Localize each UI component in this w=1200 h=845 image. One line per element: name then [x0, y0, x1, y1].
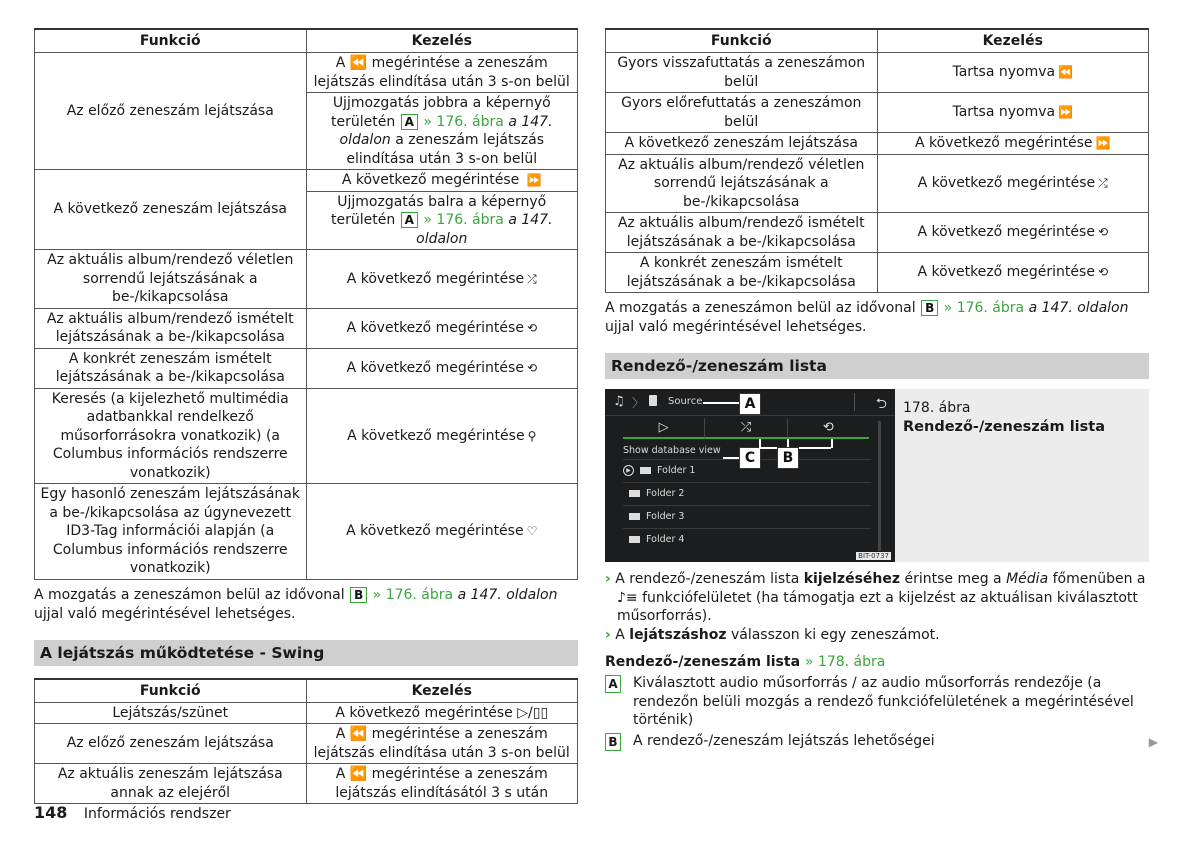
rewind-icon: ⏪: [1058, 65, 1074, 80]
control-text: A következő megérintése: [335, 704, 513, 721]
function-table-main: [34, 28, 578, 580]
page-reference: a 147. oldalon: [457, 586, 558, 603]
table-row: [606, 53, 1149, 93]
function-table-swing: [34, 678, 578, 805]
divider: [854, 393, 855, 411]
control-text: Ujjmozgatás jobbra a képernyő területén: [330, 95, 551, 130]
legend-item-a: [605, 674, 1149, 730]
table-row: [35, 388, 578, 484]
figure-178: [605, 389, 1149, 562]
table-row: [35, 484, 578, 580]
timeline-note: [605, 299, 1149, 337]
table-header-control: Kezelés: [877, 29, 1149, 53]
table-row: [35, 764, 578, 804]
control-text: Ujjmozgatás balra a képernyő területén: [330, 193, 547, 228]
table-cell-control: [306, 484, 578, 580]
bullet-arrow-icon: ›: [605, 571, 611, 587]
control-text: A következő megérintése: [917, 224, 1095, 241]
page-reference: a 147. oldalon: [339, 113, 553, 148]
repeat-icon[interactable]: ⟲: [788, 418, 869, 439]
page-number: 148: [34, 803, 68, 822]
table-cell-control: [306, 250, 578, 309]
callout-b: B: [777, 447, 799, 469]
page-reference: a 147. oldalon: [1028, 300, 1129, 316]
repeat-one-icon: ⟲: [1097, 265, 1109, 280]
note-text: A mozgatás a zeneszámon belül az idővonal: [605, 300, 916, 316]
note-text: ujjal való megérintésével lehetséges.: [34, 605, 296, 622]
table-row: [35, 53, 578, 93]
callout-a: A: [739, 393, 761, 415]
table-header-function: Funkció: [606, 29, 878, 53]
list-item[interactable]: [623, 482, 871, 505]
fast-forward-icon: ⏩: [526, 173, 542, 187]
control-text: A következő megérintése: [917, 264, 1095, 281]
control-text: megérintése a zeneszám lejátszás elindításától 3 s után: [335, 766, 549, 801]
legend-key: B: [605, 733, 621, 751]
control-text: megérintése a zeneszám lejátszás elindítása után 3 s-on belül: [313, 55, 570, 90]
table-cell-function: Keresés (a kijelezhető multimédia adatbankkal rendelkező műsorforrásokra vonatkozik) (a Columbus információs rendszerre vonatkozik): [35, 388, 307, 484]
timeline-note: [34, 586, 578, 624]
music-note-icon: ♫: [613, 394, 625, 409]
figure-code: BIT-0737: [858, 552, 889, 560]
menu-name: Média: [1006, 571, 1049, 587]
table-header-control: Kezelés: [306, 679, 578, 703]
table-row: [606, 213, 1149, 253]
control-text: megérintése a zeneszám lejátszás elindítása után 3 s-on belül: [313, 726, 570, 761]
list-item[interactable]: [623, 505, 871, 528]
shuffle-icon: ⤮: [527, 271, 537, 286]
figure-label-box: B: [350, 587, 367, 603]
shuffle-icon: ⤮: [1098, 176, 1108, 190]
instruction-text: főmenüben a ♪≡ funkciófelületet (ha támogatja ezt a kijelzést az aktuálisan kiválasztott műsorforrás).: [617, 571, 1146, 624]
legend-heading: [605, 654, 1149, 670]
table-row: [35, 250, 578, 309]
callout-line: [831, 439, 833, 448]
infotainment-screen: [605, 389, 895, 562]
folder-icon: [640, 467, 651, 474]
table-header-function: Funkció: [35, 29, 307, 53]
table-cell-control: [306, 93, 578, 170]
figure-caption: [895, 389, 1105, 562]
callout-c: C: [739, 447, 761, 469]
control-text: Tartsa nyomva: [952, 64, 1056, 81]
rewind-icon: A ⏪: [335, 726, 368, 742]
right-column: [605, 28, 1149, 753]
table-row: [606, 154, 1149, 213]
callout-line: [759, 439, 761, 448]
figure-reference-link[interactable]: » 176. ábra: [423, 113, 504, 130]
table-row: [606, 93, 1149, 133]
table-cell-function: A konkrét zeneszám ismételt lejátszásának a be-/kikapcsolása: [606, 253, 878, 293]
folder-name: Folder 4: [646, 534, 685, 545]
page-reference: a 147. oldalon: [416, 212, 553, 247]
table-cell-function: Lejátszás/szünet: [35, 702, 307, 724]
fast-forward-icon: ⏩: [1058, 105, 1074, 120]
table-cell-function: Az aktuális album/rendező ismételt lejátszásának a be-/kikapcsolása: [606, 213, 878, 253]
table-row: [35, 308, 578, 348]
table-row: [606, 133, 1149, 155]
table-cell-function: Az aktuális album/rendező ismételt lejátszásának a be-/kikapcsolása: [35, 308, 307, 348]
folder-icon: [629, 536, 640, 543]
table-row: [35, 170, 578, 192]
section-name: Információs rendszer: [83, 806, 231, 822]
table-cell-function: Gyors előrefuttatás a zeneszámon belül: [606, 93, 878, 133]
repeat-one-icon: ⟲: [526, 360, 538, 375]
folder-name: Folder 1: [657, 465, 696, 476]
figure-number: 178. ábra: [903, 400, 971, 416]
left-column: [34, 28, 578, 804]
table-cell-function: Az előző zeneszám lejátszása: [35, 53, 307, 170]
note-text: A mozgatás a zeneszámon belül az idővonal: [34, 586, 345, 603]
legend-text: Kiválasztott audio műsorforrás / az audio műsorforrás rendezője (a rendezőn belüli mozgás a rendező funkciófelületének a megérintésével történik): [633, 675, 1134, 728]
table-cell-control: [877, 154, 1149, 213]
fast-forward-icon: ⏩: [1095, 136, 1111, 150]
control-text: A következő megérintése: [346, 359, 524, 376]
folder-name: Folder 2: [646, 488, 685, 499]
table-cell-control: [306, 191, 578, 250]
table-cell-control: [306, 308, 578, 348]
repeat-icon: ⟲: [526, 320, 538, 335]
figure-reference-link[interactable]: » 176. ábra: [943, 300, 1025, 316]
function-table-right: [605, 28, 1149, 293]
note-text: ujjal való megérintésével lehetséges.: [605, 319, 867, 335]
table-cell-function: Az aktuális album/rendező véletlen sorrendű lejátszásának a be-/kikapcsolása: [606, 154, 878, 213]
list-item[interactable]: [623, 528, 871, 551]
show-database-view[interactable]: Show database view: [623, 445, 721, 456]
callout-line: [703, 402, 739, 404]
source-label[interactable]: Source: [668, 396, 703, 407]
play-icon[interactable]: ▷: [623, 418, 705, 439]
continue-arrow-icon: ▶: [1148, 735, 1158, 749]
table-cell-control: [306, 764, 578, 804]
folder-icon: [629, 513, 640, 520]
legend-item-b: [605, 732, 1149, 751]
instruction-item: [605, 570, 1149, 626]
instruction-text: érintse meg a: [904, 571, 1002, 587]
table-cell-control: A ⏪ megérintése a zeneszám lejátszás elindítása után 3 s-on belül: [306, 53, 578, 93]
sd-card-icon: [649, 395, 657, 406]
table-cell-function: A következő zeneszám lejátszása: [35, 170, 307, 250]
table-cell-control: [877, 213, 1149, 253]
control-text: A következő megérintése: [917, 175, 1096, 191]
bullet-arrow-icon: ›: [605, 626, 611, 643]
figure-label-box: B: [921, 300, 938, 316]
figure-label-box: A: [401, 212, 418, 228]
table-cell-control: [877, 93, 1149, 133]
table-cell-function: Egy hasonló zeneszám lejátszásának a be-/kikapcsolása az úgynevezett ID3-Tag információi alapján (a Columbus információs rendszerre vonatkozik): [35, 484, 307, 580]
control-text: A következő megérintése: [346, 523, 524, 539]
control-text: A következő megérintése: [915, 135, 1093, 151]
legend-title: Rendező-/zeneszám lista: [605, 654, 801, 670]
scrollbar[interactable]: [878, 421, 881, 551]
table-row: [35, 724, 578, 764]
back-icon[interactable]: ⮌: [875, 396, 887, 412]
table-cell-control: [306, 702, 578, 724]
folder-icon: [629, 490, 640, 497]
page-footer: [34, 803, 231, 822]
control-text: A következő megérintése: [346, 270, 525, 287]
figure-reference-link[interactable]: » 176. ábra: [372, 586, 454, 603]
table-cell-control: [877, 133, 1149, 155]
instruction-text: A: [615, 626, 625, 643]
folder-name: Folder 3: [646, 511, 685, 522]
figure-reference-link[interactable]: » 178. ábra: [804, 654, 886, 670]
table-row: [35, 702, 578, 724]
table-cell-function: Az előző zeneszám lejátszása: [35, 724, 307, 764]
search-icon: ⚲: [527, 428, 537, 443]
figure-title: Rendező-/zeneszám lista: [903, 419, 1105, 435]
playback-options: [623, 418, 869, 439]
legend-text: A rendező-/zeneszám lejátszás lehetőségei: [633, 732, 935, 749]
control-text: Tartsa nyomva: [952, 104, 1056, 121]
section-heading-swing: A lejátszás működtetése - Swing: [34, 640, 578, 666]
instruction-text: válasszon ki egy zeneszámot.: [730, 626, 940, 643]
table-cell-function: Az aktuális zeneszám lejátszása annak az elejéről: [35, 764, 307, 804]
instruction-text: A rendező-/zeneszám lista: [615, 571, 800, 587]
rewind-icon: A ⏪: [335, 766, 368, 782]
control-text: A következő megérintése: [347, 427, 525, 444]
table-header-function: Funkció: [35, 679, 307, 703]
legend-key: A: [605, 675, 621, 693]
table-cell-function: Az aktuális album/rendező véletlen sorrendű lejátszásának a be-/kikapcsolása: [35, 250, 307, 309]
instruction-keyword: lejátszáshoz: [629, 626, 727, 643]
table-header-control: Kezelés: [306, 29, 578, 53]
table-cell-control: [306, 348, 578, 388]
instruction-keyword: kijelzéséhez: [803, 571, 901, 587]
table-row: [35, 348, 578, 388]
table-cell-function: A következő zeneszám lejátszása: [606, 133, 878, 155]
control-text: a zeneszám lejátszás elindítása után 3 s-on belül: [346, 132, 544, 167]
figure-reference-link[interactable]: » 176. ábra: [423, 212, 504, 228]
now-playing-icon: ▶: [623, 465, 634, 476]
section-heading-list: Rendező-/zeneszám lista: [605, 353, 1149, 379]
control-text: A következő megérintése: [346, 319, 524, 336]
table-row: [606, 253, 1149, 293]
control-text: A következő megérintése: [341, 172, 520, 188]
table-cell-function: Gyors visszafuttatás a zeneszámon belül: [606, 53, 878, 93]
table-cell-function: A konkrét zeneszám ismételt lejátszásának a be-/kikapcsolása: [35, 348, 307, 388]
table-cell-control: [877, 253, 1149, 293]
instruction-item: [605, 626, 1149, 645]
chevron-right-icon: 〉: [632, 396, 645, 410]
callout-line: [723, 457, 739, 459]
table-cell-control: [877, 53, 1149, 93]
shuffle-icon[interactable]: ⤮: [705, 418, 787, 439]
table-cell-control: [306, 388, 578, 484]
instructions: [605, 570, 1149, 644]
table-cell-control: [306, 170, 578, 192]
table-cell-control: [306, 724, 578, 764]
rewind-icon: ⏪: [349, 55, 368, 71]
figure-label-box: A: [401, 114, 418, 130]
similar-track-icon: ♡: [526, 524, 538, 538]
repeat-icon: ⟲: [1097, 225, 1109, 240]
play-pause-icon: ▷/▯▯: [517, 704, 549, 721]
